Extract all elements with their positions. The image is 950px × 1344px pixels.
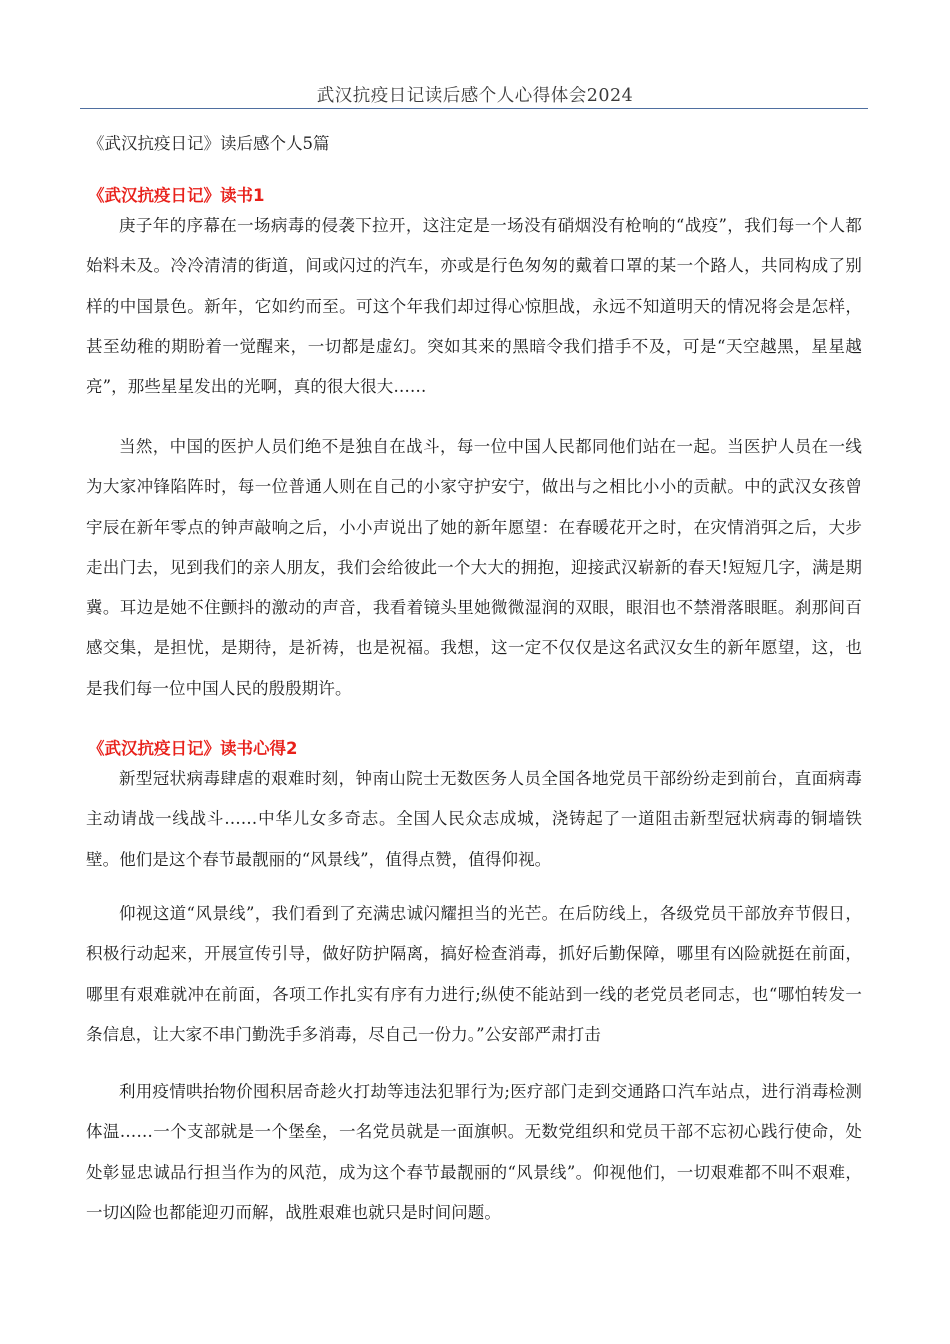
header-divider [80,108,868,109]
section-2-paragraph-3: 利用疫情哄抬物价囤积居奇趁火打劫等违法犯罪行为;医疗部门走到交通路口汽车站点，进行消毒检测体温……一个支部就是一个堡垒，一名党员就是一面旗帜。无数党组织和党员干部不忘初心践行使命，处处彰显忠诚品行担当作为的风范，成为这个春节最靓丽的“风景线”。仰视他们，一切艰难都不叫不艰难，一切凶险也都能迎刃而解，战胜艰难也就只是时间问题。 [86,1082,862,1222]
section-1-paragraph-2: 当然，中国的医护人员们绝不是独自在战斗，每一位中国人民都同他们站在一起。当医护人员在一线为大家冲锋陷阵时，每一位普通人则在自己的小家守护安宁，做出与之相比小小的贡献。中的武汉女孩曾宇辰在新年零点的钟声敲响之后，小小声说出了她的新年愿望：在春暖花开之时，在灾情消弭之后，大步走出门去，见到我们的亲人朋友，我们会给彼此一个大大的拥抱，迎接武汉崭新的春天!短短几字，满是期冀。耳边是她不住颤抖的激动的声音，我看着镜头里她微微湿润的双眼，眼泪也不禁滑落眼眶。刹那间百感交集，是担忧，是期待，是祈祷，也是祝福。我想，这一定不仅仅是这名武汉女生的新年愿望，这，也是我们每一位中国人民的殷殷期许。 [86,437,862,698]
section-heading-2: 《武汉抗疫日记》读书心得2 [88,739,298,758]
section-1-paragraph-1: 庚子年的序幕在一场病毒的侵袭下拉开，这注定是一场没有硝烟没有枪响的“战疫”，我们每一个人都始料未及。冷冷清清的街道，间或闪过的汽车，亦或是行色匆匆的戴着口罩的某一个路人，共同构成了别样的中国景色。新年，它如约而至。可这个年我们却过得心惊胆战，永远不知道明天的情况将会是怎样，甚至幼稚的期盼着一觉醒来，一切都是虚幻。突如其来的黑暗令我们措手不及，可是“天空越黑，星星越亮”，那些星星发出的光啊，真的很大很大…… [86,216,862,397]
section-2-paragraph-1: 新型冠状病毒肆虐的艰难时刻，钟南山院士无数医务人员全国各地党员干部纷纷走到前台，直面病毒主动请战一线战斗……中华儿女多奇志。全国人民众志成城，浇铸起了一道阻击新型冠状病毒的铜墙铁壁。他们是这个春节最靓丽的“风景线”，值得点赞，值得仰视。 [86,769,862,869]
document-subtitle: 《武汉抗疫日记》读后感个人5篇 [88,134,330,153]
section-2-paragraph-2: 仰视这道“风景线”，我们看到了充满忠诚闪耀担当的光芒。在后防线上，各级党员干部放弃节假日，积极行动起来，开展宣传引导，做好防护隔离，搞好检查消毒，抓好后勤保障，哪里有凶险就挺在前面，哪里有艰难就冲在前面，各项工作扎实有序有力进行;纵使不能站到一线的老党员老同志，也“哪怕转发一条信息，让大家不串门勤洗手多消毒，尽自己一份力。”公安部严肃打击 [86,904,862,1044]
section-heading-1: 《武汉抗疫日记》读书1 [88,186,265,205]
document-header-title: 武汉抗疫日记读后感个人心得体会2024 [316,86,634,106]
